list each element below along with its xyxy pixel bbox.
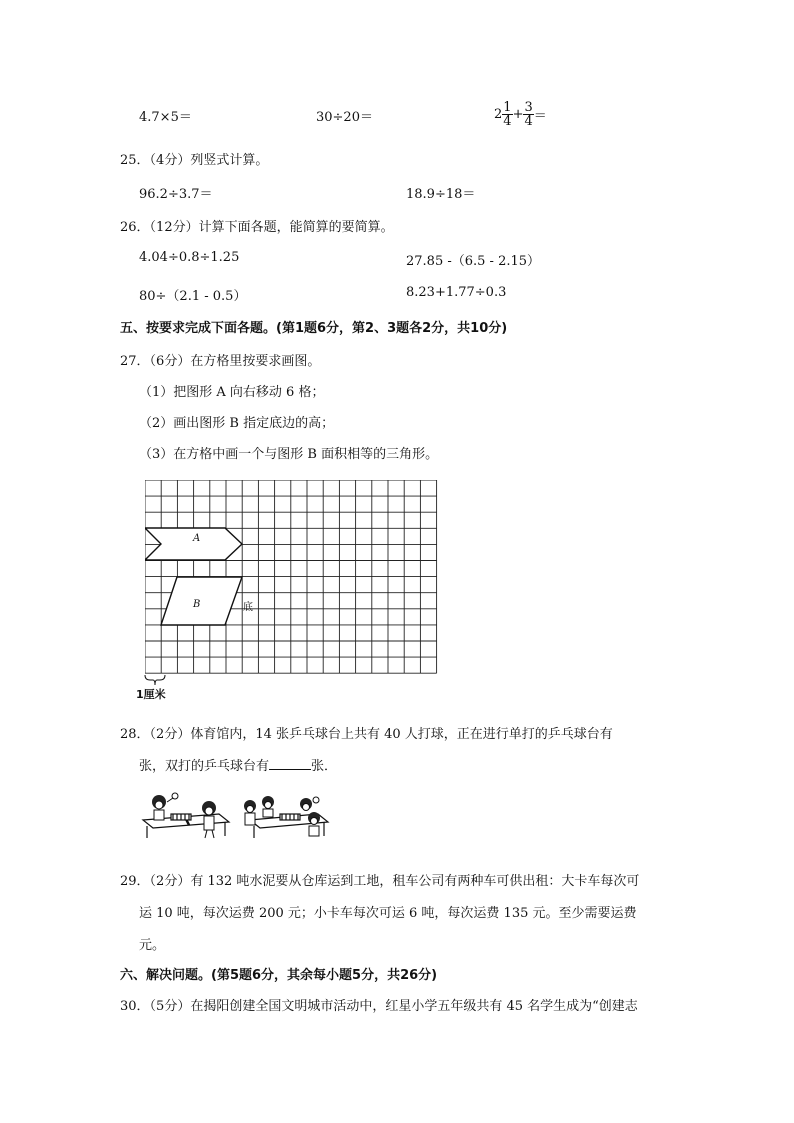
answer-blank[interactable] [269, 757, 311, 770]
shape-b [161, 577, 242, 625]
q26-title: 26．（12分）计算下面各题，能简算的要简算。 [120, 220, 394, 235]
base-label: 底 [243, 602, 253, 613]
q29-line-1: 29．（2分）有 132 吨水泥要从仓库运到工地，租车公司有两种车可供出租：大卡车每次可 [120, 874, 640, 889]
single-table-illustration [137, 792, 233, 840]
q29-line-2: 运 10 吨，每次运费 200 元；小卡车每次可运 6 吨，每次运费 135 元。至少需要运费 [139, 906, 637, 921]
denominator: 4 [524, 114, 533, 129]
scale-label: 1厘米 [136, 688, 166, 701]
shape-a-label: A [193, 533, 201, 544]
section-5-heading: 五、按要求完成下面各题。(第1题6分，第2、3题各2分，共10分) [120, 321, 508, 336]
grid-svg [145, 480, 455, 710]
q25-expr-1: 96.2÷3.7＝ [139, 187, 213, 202]
expr-30-div-20: 30÷20＝ [316, 110, 373, 125]
fraction-3-4 [523, 101, 533, 128]
q28-line-1: 28．（2分）体育馆内，14 张乒乓球台上共有 40 人打球，正在进行单打的乒乓球台有 [120, 727, 613, 742]
q26-expr-1: 4.04÷0.8÷1.25 [139, 250, 240, 265]
shape-b-label: B [193, 599, 201, 610]
q28-text-b: 张． [311, 759, 338, 774]
q26-expr-3: 80÷（2.1 - 0.5） [139, 289, 247, 304]
q28-text-a: 张，双打的乒乓球台有 [139, 759, 270, 774]
q25-title: 25．（4分）列竖式计算。 [120, 153, 269, 168]
q27-step-2: （2）画出图形 B 指定底边的高； [139, 416, 335, 431]
q27-step-3: （3）在方格中画一个与图形 B 面积相等的三角形。 [139, 447, 439, 462]
q27-title: 27．（6分）在方格里按要求画图。 [120, 354, 321, 369]
q28-line-2 [139, 755, 337, 774]
q25-expr-2: 18.9÷18＝ [406, 187, 476, 202]
fraction-1-4 [502, 101, 512, 128]
expr-4-7-times-5: 4.7×5＝ [139, 110, 192, 125]
q26-expr-4: 8.23+1.77÷0.3 [406, 285, 507, 300]
scale-brace [144, 674, 166, 686]
numerator: 1 [503, 100, 512, 115]
numerator: 3 [524, 100, 533, 115]
q30-line-1: 30．（5分）在揭阳创建全国文明城市活动中，红星小学五年级共有 45 名学生成为“创建志 [120, 999, 638, 1014]
q29-line-3: 元。 [139, 938, 166, 953]
denominator: 4 [503, 114, 512, 129]
q26-expr-2: 27.85 -（6.5 - 2.15） [406, 254, 541, 269]
double-table-illustration [236, 794, 332, 840]
plus-sign: + [512, 107, 524, 122]
drawing-grid [145, 480, 455, 714]
expr-mixed-fraction [494, 101, 547, 128]
section-6-heading: 六、解决问题。(第5题6分，其余每小题5分，共26分) [120, 968, 438, 983]
q27-step-1: （1）把图形 A 向右移动 6 格； [139, 385, 325, 400]
whole-number: 2 [494, 107, 503, 122]
equals-sign: ＝ [533, 109, 547, 124]
